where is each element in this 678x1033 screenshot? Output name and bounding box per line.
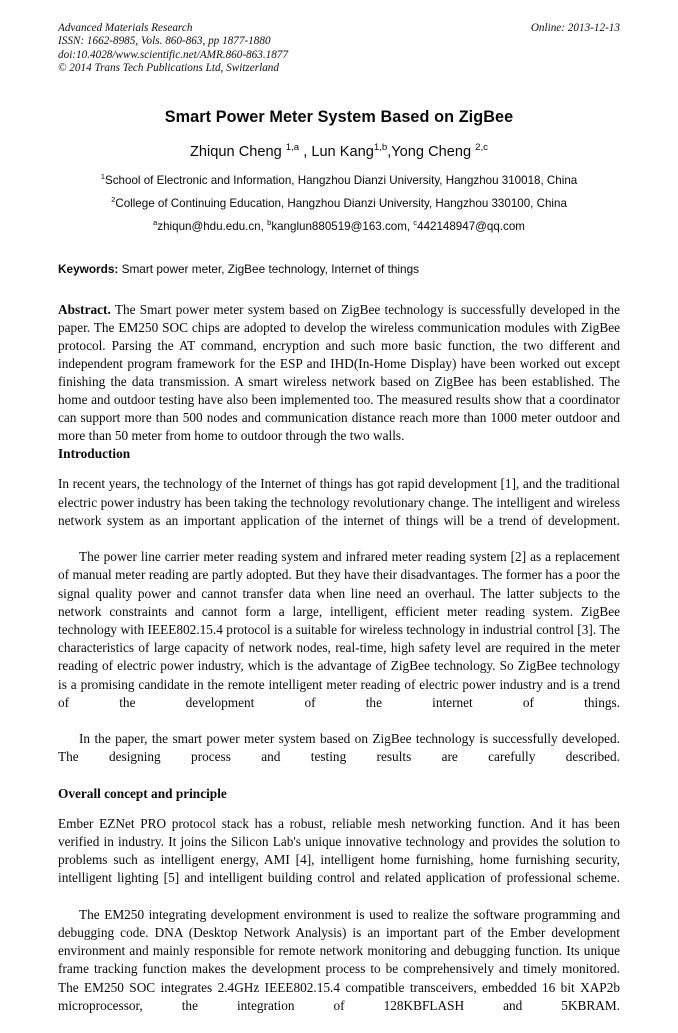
author-emails xyxy=(58,217,620,236)
paragraph-overall-1: Ember EZNet PRO protocol stack has a robust, reliable mesh networking function. And it has been verified in industry. It joins the Silicon Lab's unique innovative technology and provides the solution to problems such as intelligent energy, AMI [4], intelligent home furnishing, home furnishing security, intelligent lighting [5] and intelligent building control and related application of professional scheme. xyxy=(58,815,620,886)
affiliation-text-2: College of Continuing Education, Hangzhou Dianzi University, Hangzhou 330100, China xyxy=(115,196,567,210)
affiliation-marker-2: 2 xyxy=(111,194,116,204)
author-name-1: Zhiqun Cheng xyxy=(190,143,286,160)
issn-volume-pages: ISSN: 1662-8985, Vols. 860-863, pp 1877-1880 xyxy=(58,35,271,48)
journal-name: Advanced Materials Research xyxy=(58,22,193,34)
author-name-2: Lun Kang xyxy=(311,143,374,160)
abstract-text: The Smart power meter system based on ZigBee technology is successfully developed in the paper. The EM250 SOC chips are adopted to develop the wireless communication modules with ZigBee protocol. Parsing the AT command, encryption and such more basic function, the two different and independent program framework for the ESP and IHD(In-Home Display) have been worked out except finishing the data transmission. A smart wireless network based on ZigBee has been established. The home and outdoor testing have also been implemented too. The measured results show that a coordinator can support more than 500 nodes and communication distance reach more than 1000 meter outdoor and more than 50 meter from home to outdoor through the two walls. xyxy=(58,301,620,444)
author-affiliation-marker-1: 1,a xyxy=(285,141,300,153)
email-marker-c: c xyxy=(413,217,418,227)
author-separator-1: , xyxy=(299,143,312,160)
paragraph-intro-3: In the paper, the smart power meter system based on ZigBee technology is successfully developed. The designing process and testing results are carefully described. xyxy=(58,731,620,765)
abstract-block xyxy=(58,301,620,446)
paragraph-intro-1: In recent years, the technology of the Internet of things has got rapid development [1], and the traditional electric power industry has been taking the technology revolutionary change. The intelligent and wireless network system as an important application of the internet of things will be a trend of development. xyxy=(58,476,620,528)
page-title: Smart Power Meter System Based on ZigBee xyxy=(164,107,514,126)
abstract-label: Abstract. xyxy=(58,301,111,317)
affiliation-marker-1: 1 xyxy=(100,171,106,181)
author-name-3: Yong Cheng xyxy=(391,143,476,160)
online-date: Online: 2013-12-13 xyxy=(530,22,620,34)
affiliation-2 xyxy=(58,194,620,213)
doi-line: doi:10.4028/www.scientific.net/AMR.860-863.1877 xyxy=(58,48,289,61)
email-address-c: 442148947@qq.com xyxy=(417,219,525,233)
author-separator-2: , xyxy=(387,143,392,160)
paragraph-intro-2: The power line carrier meter reading system and infrared meter reading system [2] as a replacement of manual meter reading are partly adopted. But they have their disadvantages. The former has a poor the signal quality power and cannot transfer data when line need an overhaul. The latter subjects to the network constraints and cannot form a large, intelligent, efficient meter reading system. ZigBee technology with IEEE802.15.4 protocol is a suitable for wireless technology in industrial control [3]. The characteristics of large capacity of network nodes, real-time, high safety level are required in the meter reading of electric power industry, which is the advantage of ZigBee technology. So ZigBee technology is a promising candidate in the remote intelligent meter reading of electric power industry and is a trend of the development of the internet of things. xyxy=(58,549,620,710)
email-address-a: zhiqun@hdu.edu.cn, xyxy=(157,219,268,233)
keywords-label: Keywords: xyxy=(58,261,119,276)
email-marker-b: b xyxy=(267,217,272,227)
affiliation-1 xyxy=(58,171,620,190)
email-marker-a: a xyxy=(153,217,158,227)
author-affiliation-marker-2: 1,b xyxy=(373,141,388,153)
author-affiliation-marker-3: 2,c xyxy=(475,141,488,153)
affiliation-text-1: School of Electronic and Information, Hangzhou Dianzi University, Hangzhou 310018, China xyxy=(105,173,578,187)
section-heading-introduction: Introduction xyxy=(58,446,131,462)
email-address-b: kanglun880519@163.com, xyxy=(271,219,414,233)
keywords-text: Smart power meter, ZigBee technology, Internet of things xyxy=(118,261,420,276)
author-list xyxy=(58,143,620,162)
masthead xyxy=(58,22,620,76)
section-heading-overall-concept: Overall concept and principle xyxy=(58,785,227,801)
keywords-line xyxy=(58,261,620,277)
copyright-line: © 2014 Trans Tech Publications Ltd, Switzerland xyxy=(58,62,279,75)
paragraph-overall-2: The EM250 integrating development environment is used to realize the software programming and debugging code. DNA (Desktop Network Analysis) is an important part of the Ember development environment and mainly responsible for remote network monitoring and debugging function. Its unique frame tracking function makes the development process to be comprehensively and timely monitored. The EM250 SOC integrates 2.4GHz IEEE802.15.4 compatible transceivers, embedded 16 bit XAP2b microprocessor, the integration of 128KBFLASH and 5KBRAM. xyxy=(58,906,620,1013)
